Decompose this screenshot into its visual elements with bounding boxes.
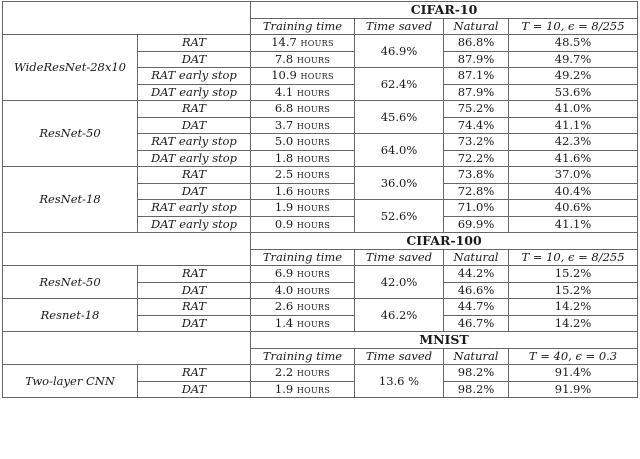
table-row bbox=[3, 299, 638, 316]
training-time-value: 10.9 bbox=[271, 68, 297, 83]
training-time-cell bbox=[251, 101, 355, 118]
time-saved-cell: 45.6% bbox=[355, 101, 444, 134]
training-time-unit: hours bbox=[296, 366, 331, 380]
robust-accuracy-cell: 41.1% bbox=[509, 216, 638, 233]
table-row bbox=[3, 167, 638, 184]
table-row bbox=[3, 365, 638, 382]
method-cell: RAT early stop bbox=[138, 200, 251, 217]
training-time-unit: hours bbox=[296, 151, 331, 165]
empty-corner-cell bbox=[3, 332, 251, 365]
method-cell: RAT bbox=[138, 101, 251, 118]
training-time-unit: hours bbox=[296, 283, 331, 297]
natural-accuracy-cell: 72.2% bbox=[444, 150, 509, 167]
table-row bbox=[3, 101, 638, 118]
method-cell: RAT bbox=[138, 35, 251, 52]
method-cell: RAT bbox=[138, 266, 251, 283]
training-time-cell bbox=[251, 315, 355, 332]
training-time-cell bbox=[251, 134, 355, 151]
training-time-unit: hours bbox=[296, 267, 331, 281]
training-time-cell bbox=[251, 381, 355, 398]
time-saved-cell: 52.6% bbox=[355, 200, 444, 233]
training-time-cell bbox=[251, 167, 355, 184]
training-time-value: 2.6 bbox=[274, 299, 294, 314]
method-cell: RAT early stop bbox=[138, 134, 251, 151]
natural-accuracy-cell: 87.9% bbox=[444, 84, 509, 101]
header-time-saved: Time saved bbox=[355, 348, 444, 365]
time-saved-cell: 64.0% bbox=[355, 134, 444, 167]
natural-accuracy-cell: 98.2% bbox=[444, 381, 509, 398]
method-cell: DAT early stop bbox=[138, 216, 251, 233]
empty-corner-cell bbox=[3, 233, 251, 266]
model-name: Two-layer CNN bbox=[3, 365, 138, 398]
training-time-cell bbox=[251, 68, 355, 85]
training-time-unit: hours bbox=[296, 168, 331, 182]
dataset-title: MNIST bbox=[251, 332, 638, 349]
training-time-value: 1.9 bbox=[274, 381, 294, 396]
natural-accuracy-cell: 72.8% bbox=[444, 183, 509, 200]
training-time-unit: hours bbox=[296, 85, 331, 99]
header-training-time: Training time bbox=[251, 18, 355, 35]
header-robust: T = 40, ϵ = 0.3 bbox=[509, 348, 638, 365]
training-time-cell bbox=[251, 35, 355, 52]
model-name: Resnet-18 bbox=[3, 299, 138, 332]
time-saved-cell: 13.6 % bbox=[355, 365, 444, 398]
results-table bbox=[2, 1, 638, 398]
training-time-cell bbox=[251, 216, 355, 233]
training-time-value: 1.6 bbox=[274, 183, 294, 198]
training-time-unit: hours bbox=[296, 316, 331, 330]
natural-accuracy-cell: 86.8% bbox=[444, 35, 509, 52]
header-natural: Natural bbox=[444, 348, 509, 365]
training-time-unit: hours bbox=[296, 135, 331, 149]
training-time-unit: hours bbox=[296, 52, 331, 66]
section-title-row bbox=[3, 233, 638, 250]
training-time-cell bbox=[251, 183, 355, 200]
header-robust: T = 10, ϵ = 8/255 bbox=[509, 249, 638, 266]
natural-accuracy-cell: 74.4% bbox=[444, 117, 509, 134]
training-time-cell bbox=[251, 282, 355, 299]
dataset-title: CIFAR-100 bbox=[251, 233, 638, 250]
method-cell: DAT early stop bbox=[138, 84, 251, 101]
training-time-value: 1.4 bbox=[274, 315, 294, 330]
robust-accuracy-cell: 41.6% bbox=[509, 150, 638, 167]
natural-accuracy-cell: 69.9% bbox=[444, 216, 509, 233]
training-time-unit: hours bbox=[296, 102, 331, 116]
natural-accuracy-cell: 73.8% bbox=[444, 167, 509, 184]
model-name: ResNet-50 bbox=[3, 266, 138, 299]
natural-accuracy-cell: 44.2% bbox=[444, 266, 509, 283]
time-saved-cell: 46.2% bbox=[355, 299, 444, 332]
training-time-value: 14.7 bbox=[271, 35, 297, 50]
header-training-time: Training time bbox=[251, 348, 355, 365]
method-cell: DAT bbox=[138, 117, 251, 134]
training-time-value: 1.8 bbox=[274, 150, 294, 165]
time-saved-cell: 62.4% bbox=[355, 68, 444, 101]
training-time-unit: hours bbox=[296, 184, 331, 198]
method-cell: RAT bbox=[138, 365, 251, 382]
time-saved-cell: 36.0% bbox=[355, 167, 444, 200]
natural-accuracy-cell: 73.2% bbox=[444, 134, 509, 151]
training-time-unit: hours bbox=[300, 69, 334, 83]
robust-accuracy-cell: 14.2% bbox=[509, 315, 638, 332]
robust-accuracy-cell: 15.2% bbox=[509, 266, 638, 283]
natural-accuracy-cell: 46.7% bbox=[444, 315, 509, 332]
training-time-cell bbox=[251, 150, 355, 167]
method-cell: RAT early stop bbox=[138, 68, 251, 85]
robust-accuracy-cell: 15.2% bbox=[509, 282, 638, 299]
training-time-value: 6.8 bbox=[274, 101, 294, 116]
training-time-unit: hours bbox=[296, 382, 331, 396]
robust-accuracy-cell: 48.5% bbox=[509, 35, 638, 52]
training-time-value: 6.9 bbox=[274, 266, 294, 281]
robust-accuracy-cell: 42.3% bbox=[509, 134, 638, 151]
natural-accuracy-cell: 87.1% bbox=[444, 68, 509, 85]
training-time-value: 7.8 bbox=[274, 51, 294, 66]
header-time-saved: Time saved bbox=[355, 18, 444, 35]
natural-accuracy-cell: 44.7% bbox=[444, 299, 509, 316]
robust-accuracy-cell: 91.9% bbox=[509, 381, 638, 398]
results-table-body bbox=[3, 2, 638, 398]
training-time-cell bbox=[251, 266, 355, 283]
robust-accuracy-cell: 41.1% bbox=[509, 117, 638, 134]
robust-accuracy-cell: 53.6% bbox=[509, 84, 638, 101]
empty-corner-cell bbox=[3, 2, 251, 35]
time-saved-cell: 46.9% bbox=[355, 35, 444, 68]
robust-accuracy-cell: 41.0% bbox=[509, 101, 638, 118]
method-cell: DAT bbox=[138, 282, 251, 299]
header-time-saved: Time saved bbox=[355, 249, 444, 266]
natural-accuracy-cell: 75.2% bbox=[444, 101, 509, 118]
header-robust: T = 10, ϵ = 8/255 bbox=[509, 18, 638, 35]
robust-accuracy-cell: 37.0% bbox=[509, 167, 638, 184]
robust-accuracy-cell: 40.6% bbox=[509, 200, 638, 217]
natural-accuracy-cell: 87.9% bbox=[444, 51, 509, 68]
training-time-cell bbox=[251, 117, 355, 134]
natural-accuracy-cell: 46.6% bbox=[444, 282, 509, 299]
table-row bbox=[3, 35, 638, 52]
training-time-cell bbox=[251, 200, 355, 217]
header-natural: Natural bbox=[444, 249, 509, 266]
robust-accuracy-cell: 14.2% bbox=[509, 299, 638, 316]
method-cell: DAT bbox=[138, 315, 251, 332]
section-title-row bbox=[3, 2, 638, 19]
training-time-value: 0.9 bbox=[274, 216, 294, 231]
training-time-value: 5.0 bbox=[274, 134, 294, 149]
natural-accuracy-cell: 71.0% bbox=[444, 200, 509, 217]
table-row bbox=[3, 266, 638, 283]
training-time-cell bbox=[251, 365, 355, 382]
model-name: ResNet-18 bbox=[3, 167, 138, 233]
robust-accuracy-cell: 40.4% bbox=[509, 183, 638, 200]
robust-accuracy-cell: 91.4% bbox=[509, 365, 638, 382]
training-time-cell bbox=[251, 51, 355, 68]
training-time-unit: hours bbox=[296, 118, 331, 132]
training-time-value: 1.9 bbox=[274, 200, 294, 215]
header-training-time: Training time bbox=[251, 249, 355, 266]
robust-accuracy-cell: 49.2% bbox=[509, 68, 638, 85]
method-cell: RAT bbox=[138, 299, 251, 316]
natural-accuracy-cell: 98.2% bbox=[444, 365, 509, 382]
model-name: WideResNet-28x10 bbox=[3, 35, 138, 101]
model-name: ResNet-50 bbox=[3, 101, 138, 167]
training-time-unit: hours bbox=[296, 300, 331, 314]
method-cell: DAT early stop bbox=[138, 150, 251, 167]
method-cell: DAT bbox=[138, 183, 251, 200]
method-cell: DAT bbox=[138, 381, 251, 398]
training-time-value: 2.5 bbox=[274, 167, 294, 182]
training-time-value: 4.0 bbox=[274, 282, 294, 297]
training-time-unit: hours bbox=[296, 217, 331, 231]
method-cell: RAT bbox=[138, 167, 251, 184]
training-time-unit: hours bbox=[300, 36, 334, 50]
robust-accuracy-cell: 49.7% bbox=[509, 51, 638, 68]
method-cell: DAT bbox=[138, 51, 251, 68]
training-time-value: 3.7 bbox=[274, 117, 294, 132]
training-time-value: 2.2 bbox=[274, 365, 294, 380]
header-natural: Natural bbox=[444, 18, 509, 35]
section-title-row bbox=[3, 332, 638, 349]
time-saved-cell: 42.0% bbox=[355, 266, 444, 299]
training-time-cell bbox=[251, 84, 355, 101]
training-time-cell bbox=[251, 299, 355, 316]
training-time-value: 4.1 bbox=[274, 84, 294, 99]
dataset-title: CIFAR-10 bbox=[251, 2, 638, 19]
training-time-unit: hours bbox=[296, 201, 331, 215]
